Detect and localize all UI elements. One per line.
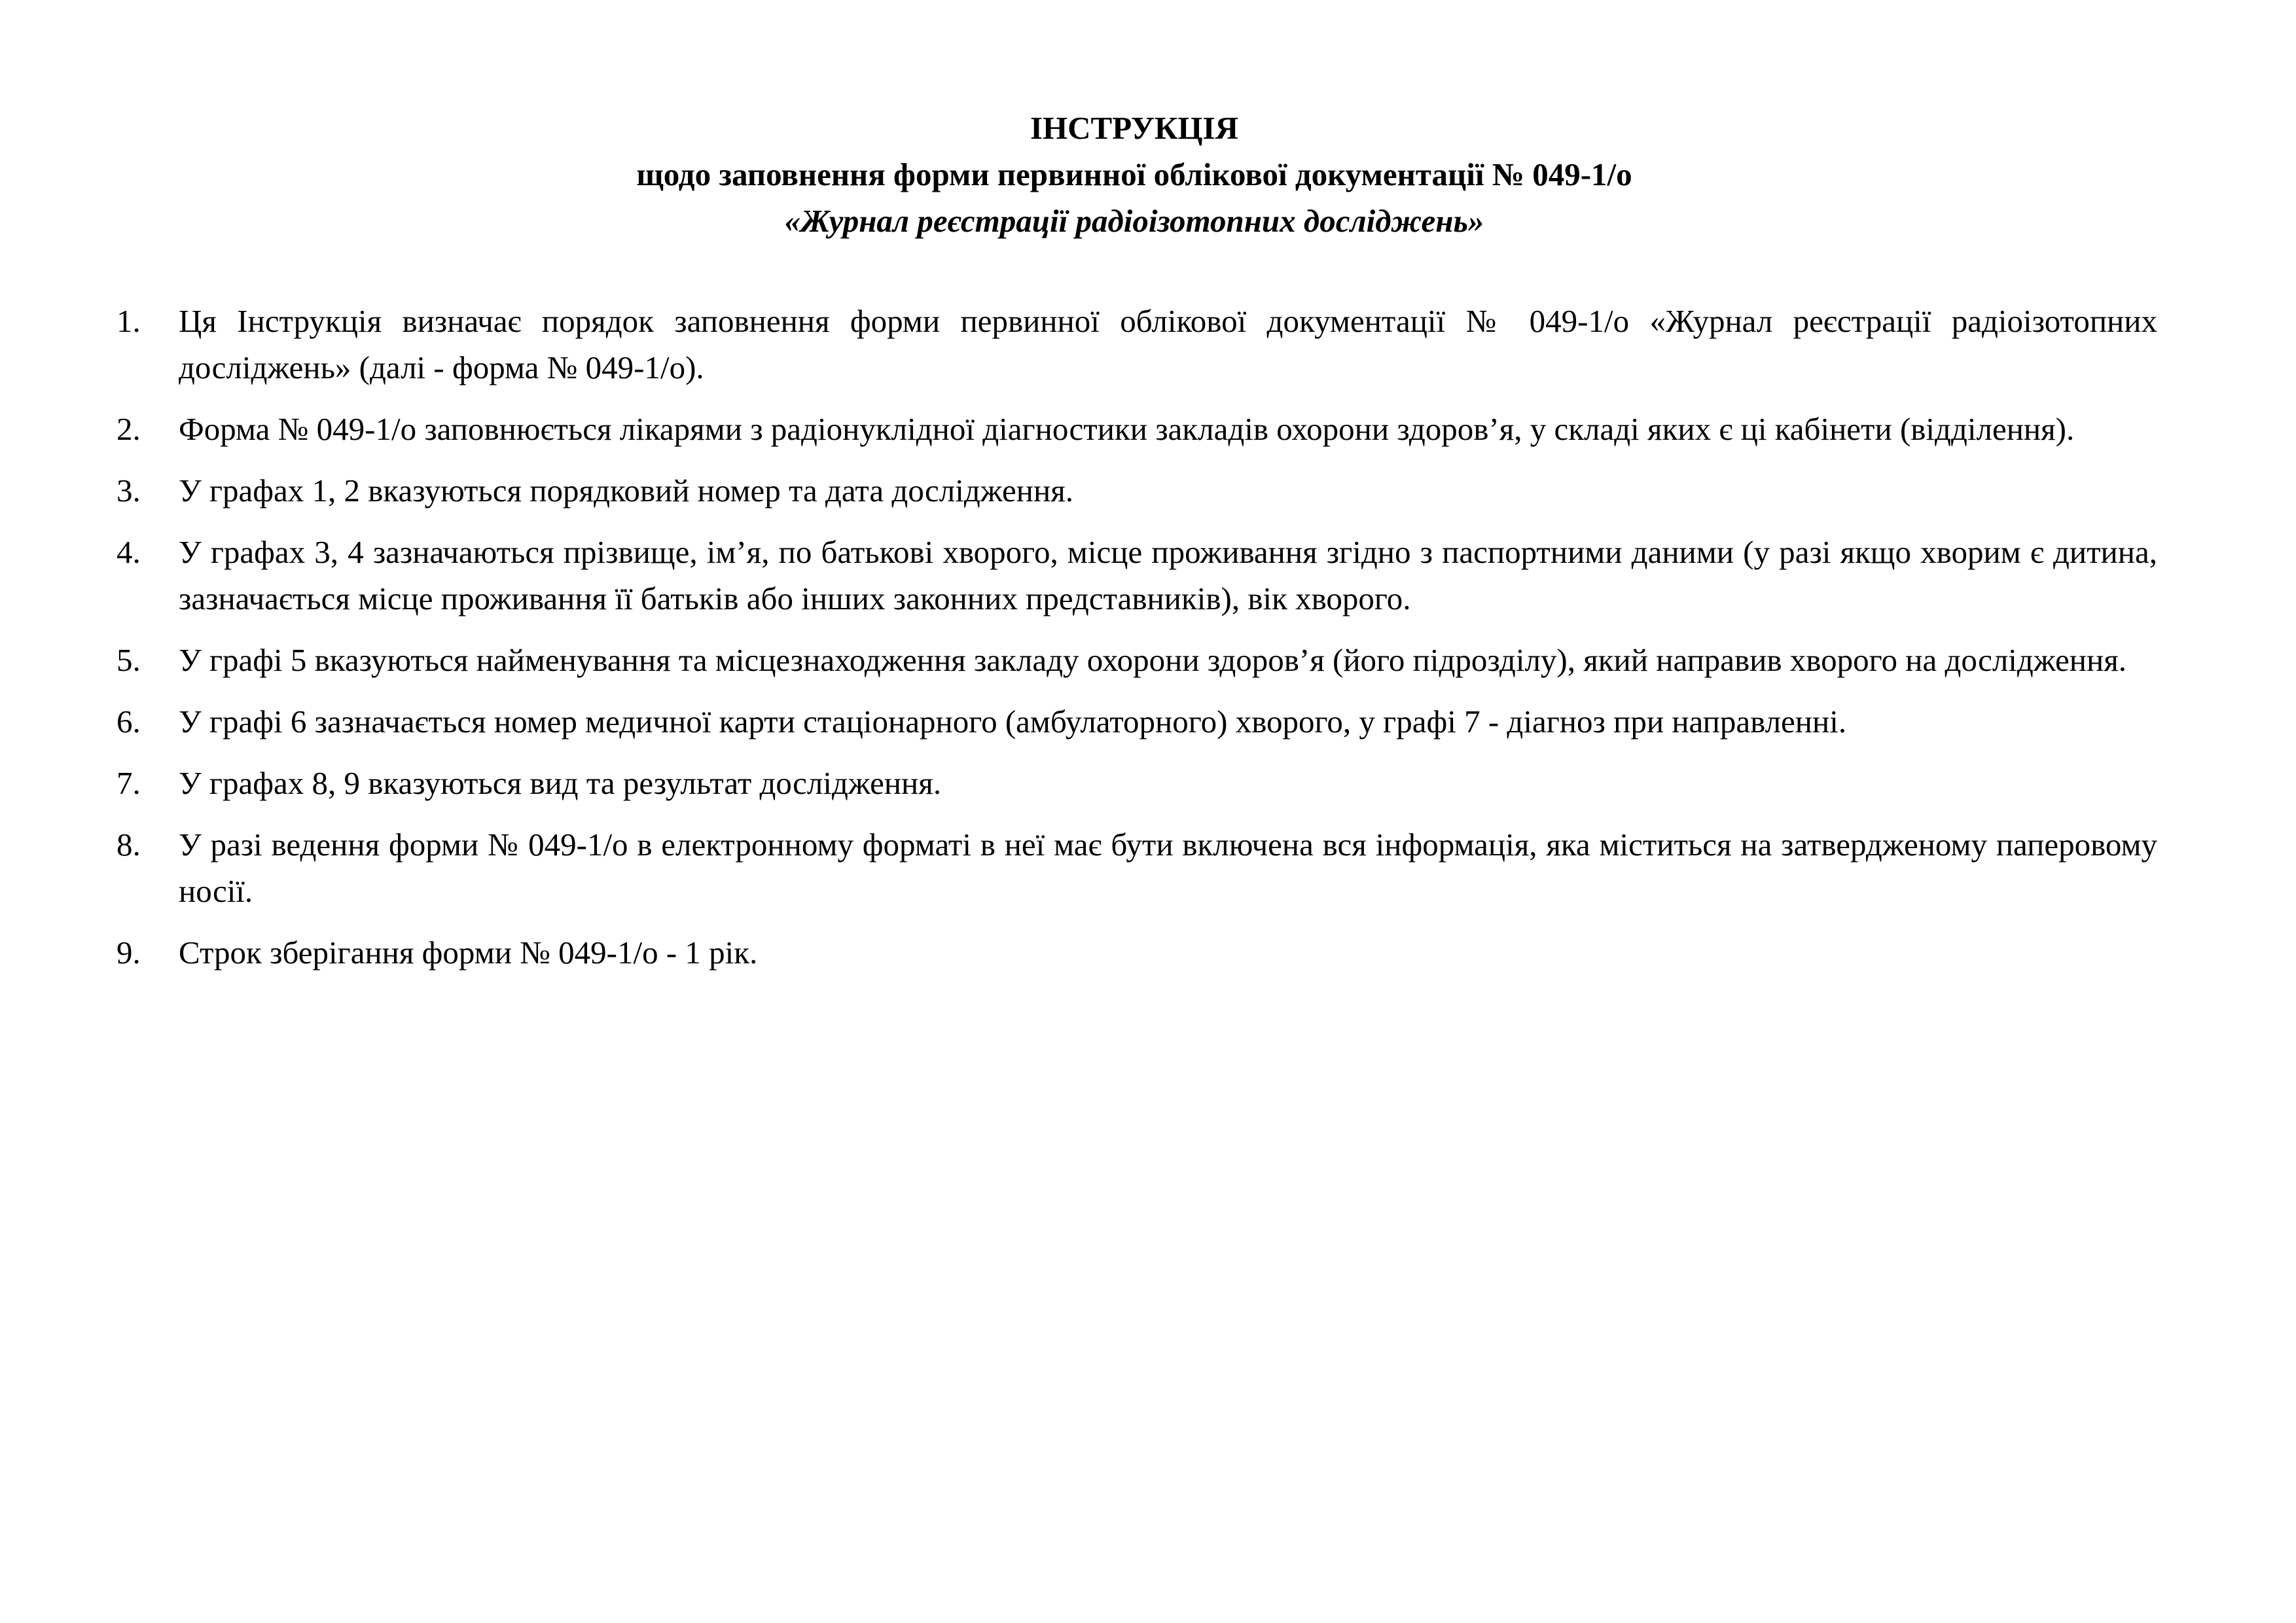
item-number: 5. [117, 642, 141, 678]
list-item [117, 821, 2157, 914]
list-item [117, 929, 2157, 976]
list-item [117, 298, 2157, 391]
list-item [117, 637, 2157, 683]
document-header [111, 105, 2157, 244]
item-number: 8. [117, 827, 141, 863]
item-text: Форма № 049-1/о заповнюється лікарями з радіонуклідної діагностики закладів охорони здоров’я, у складі яких є ці кабінети (відділення). [179, 411, 2075, 447]
item-text: Ця Інструкція визначає порядок заповнення форми первинної облікової документації № 049-1/о «Журнал реєстрації радіоізотопних досліджень» (далі - форма № 049-1/о). [179, 303, 2157, 385]
item-number: 3. [117, 473, 141, 508]
instruction-list [117, 298, 2157, 991]
list-item [117, 698, 2157, 745]
item-text: У разі ведення форми № 049-1/о в електронному форматі в неї має бути включена вся інформація, яка міститься на затвердженому паперовому носії. [179, 827, 2157, 909]
list-item [117, 406, 2157, 452]
document-subheading: щодо заповнення форми первинної облікової документації № 049-1/о [636, 156, 1632, 192]
item-number: 4. [117, 534, 141, 570]
item-text: У графі 6 зазначається номер медичної карти стаціонарного (амбулаторного) хворого, у графі 7 - діагноз при направленні. [179, 704, 1847, 740]
form-title: «Журнал реєстрації радіоізотопних досліджень» [784, 203, 1484, 239]
item-text: У графах 1, 2 вказуються порядковий номер та дата дослідження. [179, 473, 1073, 508]
list-item [117, 760, 2157, 806]
item-number: 9. [117, 935, 141, 971]
item-text: У графі 5 вказуються найменування та місцезнаходження закладу охорони здоров’я (його підрозділу), який направив хворого на дослідження. [179, 642, 2127, 678]
list-item [117, 467, 2157, 514]
item-number: 1. [117, 303, 141, 339]
item-text: Строк зберігання форми № 049-1/о - 1 рік. [179, 935, 758, 971]
item-number: 7. [117, 765, 141, 801]
item-text: У графах 8, 9 вказуються вид та результат дослідження. [179, 765, 942, 801]
document-heading: ІНСТРУКЦІЯ [1030, 110, 1239, 146]
item-number: 2. [117, 411, 141, 447]
list-item [117, 529, 2157, 622]
item-text: У графах 3, 4 зазначаються прізвище, ім’я, по батькові хворого, місце проживання згідно з паспортними даними (у разі якщо хворим є дитина, зазначається місце проживання її батьків або інших законних представників), вік хворого. [179, 534, 2157, 616]
item-number: 6. [117, 704, 141, 740]
